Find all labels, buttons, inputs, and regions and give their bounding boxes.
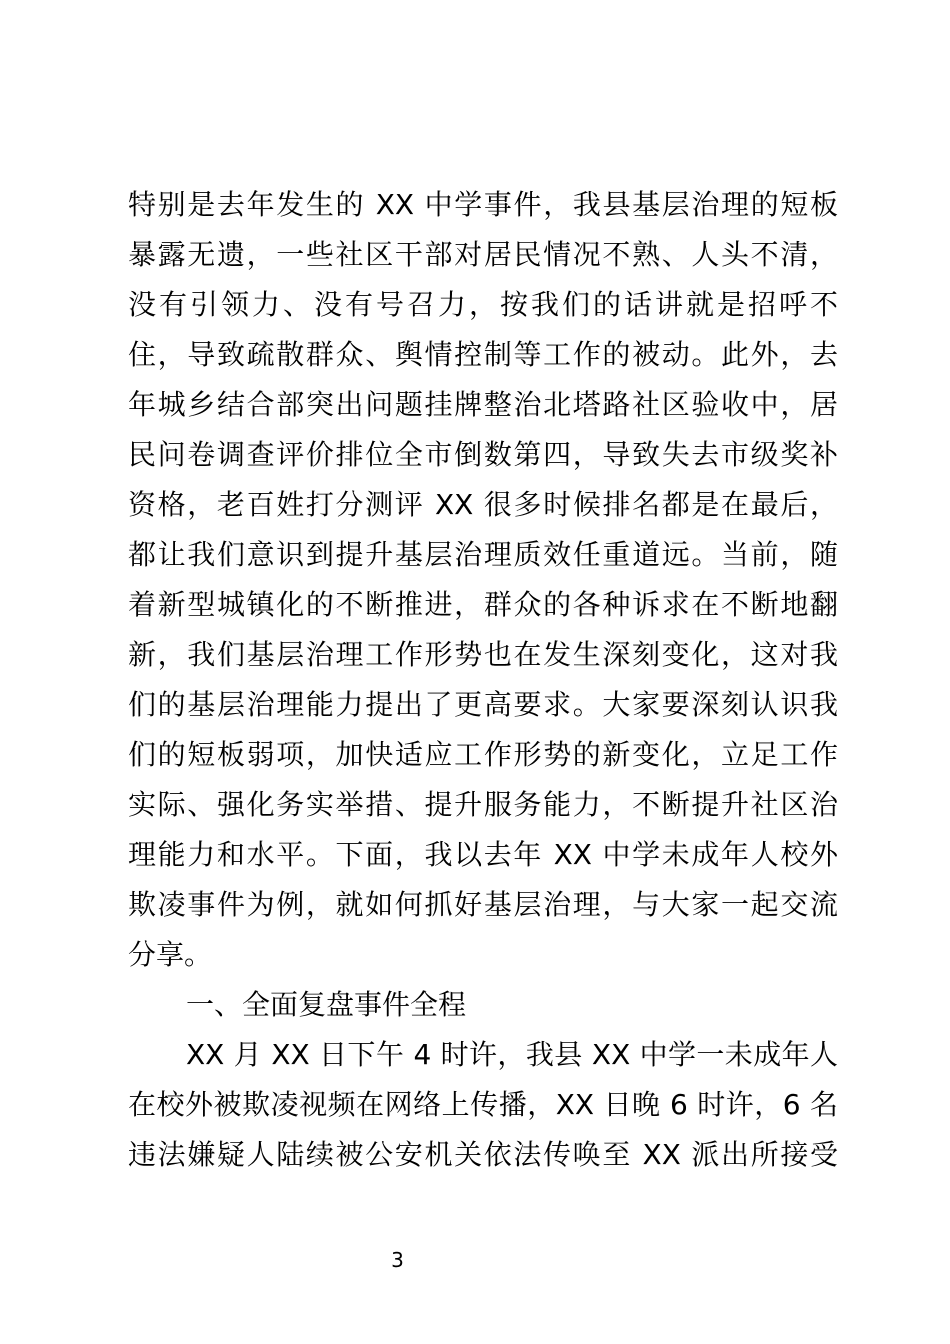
paragraph-line: 都让我们意识到提升基层治理质效任重道远。当前，随: [128, 538, 838, 571]
paragraph-line: 违法嫌疑人陆续被公安机关依法传唤至 XX 派出所接受: [128, 1138, 838, 1171]
paragraph-line: XX 月 XX 日下午 4 时许，我县 XX 中学一未成年人: [186, 1038, 838, 1071]
paragraph-line: 们的短板弱项，加快适应工作形势的新变化，立足工作: [128, 738, 838, 771]
paragraph-line: 欺凌事件为例，就如何抓好基层治理，与大家一起交流: [128, 888, 838, 921]
body-text: [128, 180, 838, 1180]
paragraph-line: 民问卷调查评价排位全市倒数第四，导致失去市级奖补: [128, 438, 838, 471]
paragraph-line: 暴露无遗，一些社区干部对居民情况不熟、人头不清，: [128, 238, 838, 271]
paragraph-line: 们的基层治理能力提出了更高要求。大家要深刻认识我: [128, 688, 838, 721]
paragraph-line: 没有引领力、没有号召力，按我们的话讲就是招呼不: [128, 288, 838, 321]
paragraph-line: 实际、强化务实举措、提升服务能力，不断提升社区治: [128, 788, 838, 821]
paragraph-line: 理能力和水平。下面，我以去年 XX 中学未成年人校外: [128, 838, 838, 871]
paragraph-line: 分享。: [128, 938, 213, 971]
paragraph-line: 在校外被欺凌视频在网络上传播，XX 日晚 6 时许，6 名: [128, 1088, 838, 1121]
paragraph-line: 新，我们基层治理工作形势也在发生深刻变化，这对我: [128, 638, 838, 671]
paragraph-line: 住，导致疏散群众、舆情控制等工作的被动。此外，去: [128, 338, 838, 371]
paragraph-line: 特别是去年发生的 XX 中学事件，我县基层治理的短板: [128, 188, 838, 221]
section-heading: 一、全面复盘事件全程: [186, 988, 467, 1021]
paragraph-line: 资格，老百姓打分测评 XX 很多时候排名都是在最后，: [128, 488, 838, 521]
paragraph-line: 着新型城镇化的不断推进，群众的各种诉求在不断地翻: [128, 588, 838, 621]
paragraph-line: 年城乡结合部突出问题挂牌整治北塔路社区验收中，居: [128, 388, 838, 421]
page-number: 3: [391, 1248, 404, 1272]
